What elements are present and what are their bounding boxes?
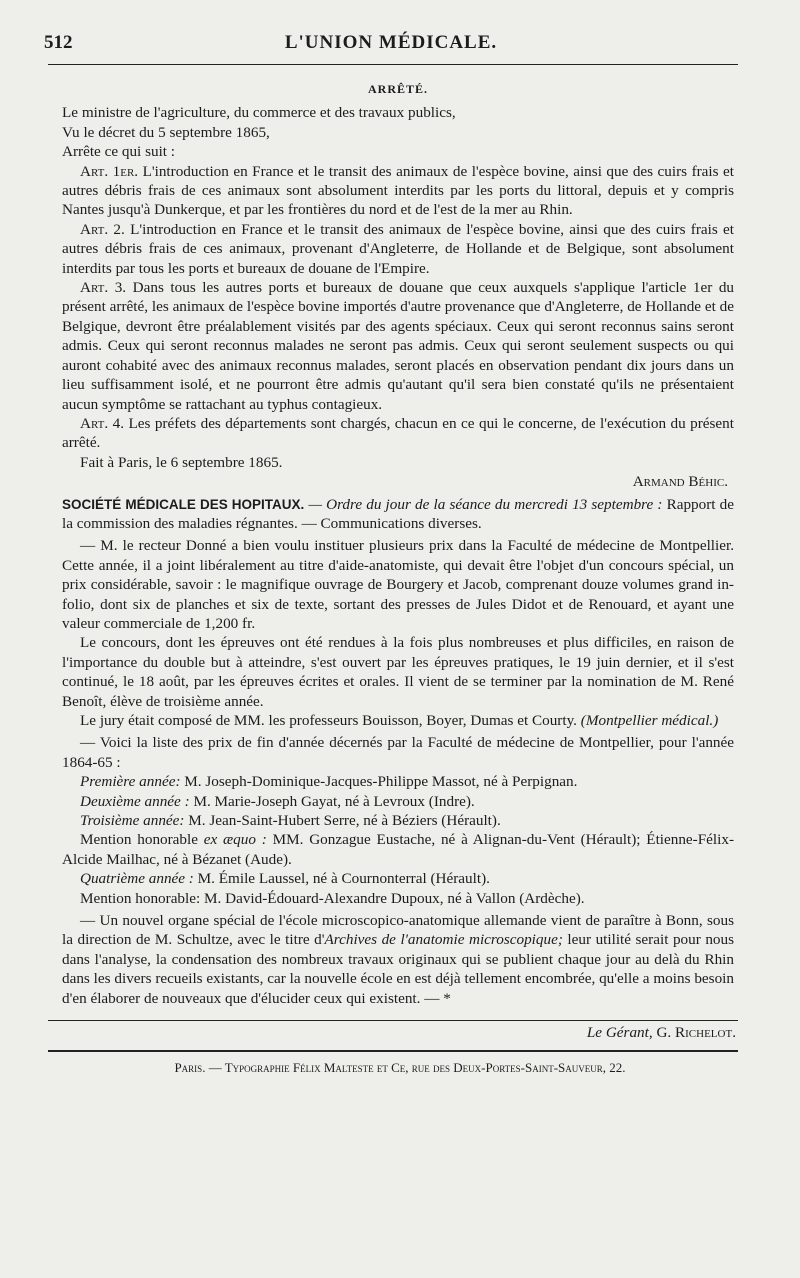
prize-year-1: Première année: M. Joseph-Dominique-Jacques-Philippe Massot, né à Perpignan. xyxy=(80,773,578,791)
header-rule xyxy=(48,64,738,65)
arrete-date: Fait à Paris, le 6 septembre 1865. xyxy=(80,453,283,471)
para-archives: — Un nouvel organe spécial de l'école microscopico-anatomique allemande vient de paraître à Bonn, sous la direction de M. Schultze, avec le titre d'Archives de l'anatomie microscopique; leur utilité serait pour nous dans l'analyse, la condensation des nombreux travaux originaux qui se publient chaque jour au delà du Rhin dans les divers recueils existants, car la nouvelle école en est déjà tellement encombrée, qu'elle a moins besoin d'en élaborer de nouveaux que d'élucider ceux qui existent. — * xyxy=(62,912,735,1007)
para-jury: Le jury était composé de MM. les professeurs Bouisson, Boyer, Dumas et Courty. (Montpellier médical.) xyxy=(80,712,719,729)
mention-1: Mention honorable ex æquo : MM. Gonzague Eustache, né à Alignan-du-Vent (Hérault); Étienne-Félix-Alcide Mailhac, né à Bézanet (Aude). xyxy=(62,831,735,868)
article-1-text: L'introduction en France et le transit des animaux de l'espèce bovine, ainsi que des cuirs frais et autres débris frais de ces animaux sont absolument interdits par les ports du littoral, depuis et y compris Nantes jusqu'à Dunkerque, et par les frontières du nord et de l'est de la mer au Rhin. xyxy=(62,162,735,219)
arrete-line-2: Vu le décret du 5 septembre 1865, xyxy=(62,123,270,141)
prize-year-2: Deuxième année : M. Marie-Joseph Gayat, né à Levroux (Indre). xyxy=(80,792,475,810)
journal-title: L'UNION MÉDICALE. xyxy=(284,32,498,53)
para-liste-prix: — Voici la liste des prix de fin d'année décernés par la Faculté de médecine de Montpellier, pour l'année 1864-65 : xyxy=(62,734,734,771)
article-4-label: Art. 4. xyxy=(80,414,124,432)
article-2-text: L'introduction en France et le transit des animaux de l'espèce bovine, ainsi que des cuirs frais et autres débris frais de ces animaux, provenant d'Angleterre, de Hollande et de Belgique, sont absolument interdits par tous les ports et bureaux de douane de l'Empire. xyxy=(62,220,734,277)
article-3-text: Dans tous les autres ports et bureaux de douane que ceux auxquels s'applique l'article 1er du présent arrêté, les animaux de l'espèce bovine importés d'autre provenance que d'Angleterre, de Hollande et de Belgique, devront être préalablement visités par des agents spéciaux. Ceux qui seront reconnus sains seront admis. Ceux qui seront reconnus malades ne seront pas admis. Ceux qui seront seulement suspects ou qui auront cohabité avec des animaux reconnus malades, seront placés en observation pendant dix jours dans un lieu suffisamment isolé, et ne pourront être admis qu'autant qu'il sera bien constaté qu'ils ne présentaient aucun symptôme se rattachant au typhus contagieux. xyxy=(62,279,735,413)
para-concours: Le concours, dont les épreuves ont été rendues à la fois plus nombreuses et plus difficiles, en raison de l'importance du double but à atteindre, s'est ouvert par les épreuves pratiques, le 19 juin dernier, et il s'est continué, le 18 août, par les épreuves écrites et orales. Il vient de se terminer par la nomination de M. René Benoît, élève de troisième année. xyxy=(62,634,734,710)
societe-name: SOCIÉTÉ MÉDICALE DES HOPITAUX. xyxy=(62,496,305,512)
article-1 xyxy=(62,162,734,220)
para-prix-donne: — M. le recteur Donné a bien voulu instituer plusieurs prix dans la Faculté de médecine de Montpellier. Cette année, il a joint libéralement au titre d'aide-anatomiste, qui devait être l'objet d'un concours spécial, un prix considérable, savoir : le magnifique ouvrage de Bourgery et Jacob, comprenant douze volumes grand in-folio, dont six de planches et six de texte, sortant des presses de Jules Didot et de Renouard, et ayant une valeur commerciale de 1,200 fr. xyxy=(62,537,734,632)
arrete-line-1: Le ministre de l'agriculture, du commerce et des travaux publics, xyxy=(62,104,456,122)
footer-rule-bottom xyxy=(48,1050,738,1052)
arrete-line-3: Arrête ce qui suit : xyxy=(62,143,176,161)
article-3-label: Art. 3. xyxy=(80,279,127,297)
gerant-signature: Le Gérant, G. Richelot. xyxy=(586,1024,736,1041)
page-header xyxy=(44,32,738,60)
article-3 xyxy=(62,278,734,414)
arrete-signature: Armand Béhic. xyxy=(632,473,728,491)
prize-year-4: Quatrième année : M. Émile Laussel, né à Cournonterral (Hérault). xyxy=(80,870,490,888)
article-4-text: Les préfets des départements sont chargés, chacun en ce qui le concerne, de l'exécution du présent arrêté. xyxy=(62,414,734,452)
article-2 xyxy=(62,220,734,278)
mention-2: Mention honorable: M. David-Édouard-Alexandre Dupoux, né à Vallon (Ardèche). xyxy=(80,889,585,907)
article-body xyxy=(62,80,734,1008)
page-number: 512 xyxy=(44,32,73,53)
printer-imprint: Paris. — Typographie Félix Malteste et Ce, rue des Deux-Portes-Saint-Sauveur, 22. xyxy=(174,1060,626,1075)
article-2-label: Art. 2. xyxy=(80,220,125,238)
article-4 xyxy=(62,414,734,453)
societe-ordre-rest: Rapport de la commission des maladies régnantes. — Communications diverses. xyxy=(62,495,734,532)
footer-rule-top xyxy=(48,1020,738,1021)
article-1-label: Art. 1er. xyxy=(80,162,139,180)
prize-year-3: Troisième année: M. Jean-Saint-Hubert Serre, né à Béziers (Hérault). xyxy=(80,812,501,830)
source-citation: (Montpellier médical.) xyxy=(580,712,719,729)
archives-title: Archives de l'anatomie microscopique; xyxy=(324,931,563,949)
societe-ordre: — Ordre du jour de la séance du mercredi 13 septembre : xyxy=(308,495,663,513)
societe-notice xyxy=(62,495,734,534)
arrete-title: ARRÊTÉ. xyxy=(367,82,428,96)
